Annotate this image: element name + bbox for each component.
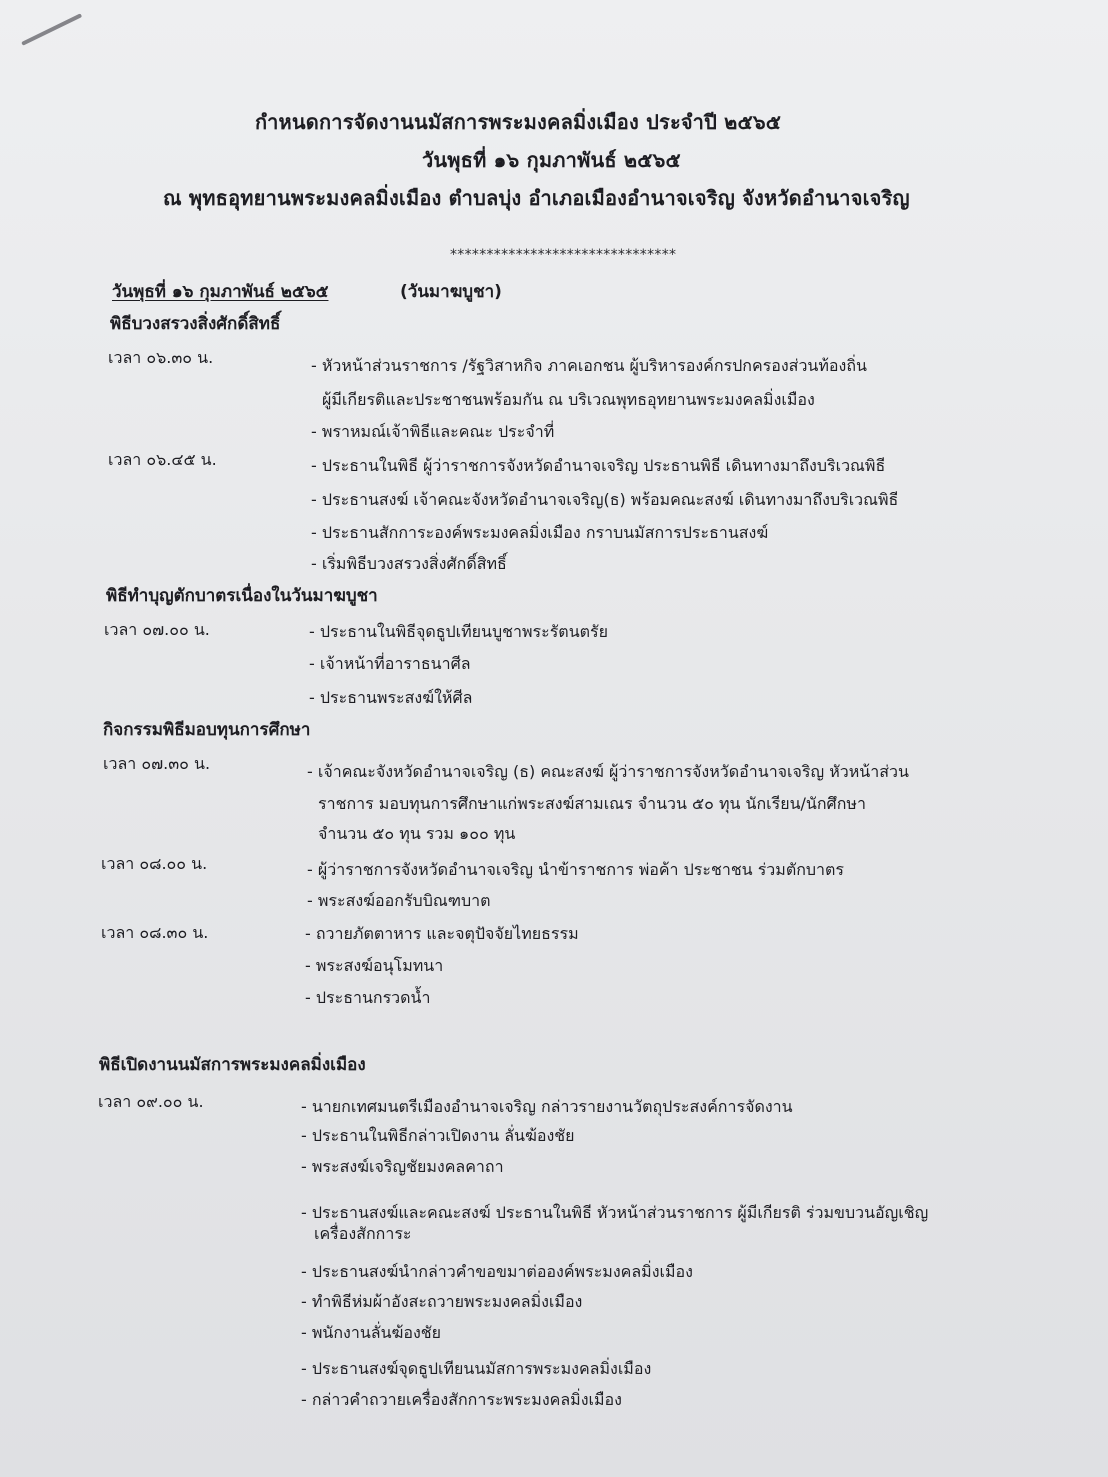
agenda-item: - ประธานสักการะองค์พระมงคลมิ่งเมือง กราบนมัสการประธานสงฆ์ xyxy=(311,523,769,542)
agenda-item: - ประธานพระสงฆ์ให้ศีล xyxy=(309,688,473,707)
agenda-item: - เจ้าหน้าที่อาราธนาศีล xyxy=(309,654,471,673)
agenda-item: - ประธานสงฆ์นำกล่าวคำขอขมาต่อองค์พระมงคลมิ่งเมือง xyxy=(301,1262,693,1281)
agenda-item: - ประธานสงฆ์จุดธูปเทียนนมัสการพระมงคลมิ่งเมือง xyxy=(301,1359,652,1378)
agenda-item: - กล่าวคำถวายเครื่องสักการะพระมงคลมิ่งเมือง xyxy=(301,1390,622,1409)
time-label: เวลา ๐๗.๓๐ น. xyxy=(103,754,211,773)
agenda-item: - ประธานสงฆ์และคณะสงฆ์ ประธานในพิธี หัวหน้าส่วนราชการ ผู้มีเกียรติ ร่วมขบวนอัญเชิญ xyxy=(301,1203,929,1222)
section-heading: พิธีเปิดงานนมัสการพระมงคลมิ่งเมือง xyxy=(99,1055,366,1075)
section-heading: กิจกรรมพิธีมอบทุนการศึกษา xyxy=(103,720,311,740)
section-heading: พิธีบวงสรวงสิ่งศักดิ์สิทธิ์ xyxy=(110,314,281,334)
title-line-1: กำหนดการจัดงานนมัสการพระมงคลมิ่งเมือง ประจำปี ๒๕๖๕ xyxy=(255,110,782,134)
agenda-item: - ประธานในพิธีจุดธูปเทียนบูชาพระรัตนตรัย xyxy=(309,622,608,641)
agenda-item: - ผู้ว่าราชการจังหวัดอำนาจเจริญ นำข้าราชการ พ่อค้า ประชาชน ร่วมตักบาตร xyxy=(307,860,845,879)
time-label: เวลา ๐๖.๔๕ น. xyxy=(108,450,217,469)
agenda-item: - พระสงฆ์อนุโมทนา xyxy=(305,956,444,975)
agenda-item: - ประธานสงฆ์ เจ้าคณะจังหวัดอำนาจเจริญ(ธ) พร้อมคณะสงฆ์ เดินทางมาถึงบริเวณพิธี xyxy=(311,490,899,509)
time-label: เวลา ๐๘.๓๐ น. xyxy=(101,923,209,942)
agenda-item: - ประธานในพิธี ผู้ว่าราชการจังหวัดอำนาจเจริญ ประธานพิธี เดินทางมาถึงบริเวณพิธี xyxy=(311,456,886,475)
agenda-item: ราชการ มอบทุนการศึกษาแก่พระสงฆ์สามเณร จำนวน ๕๐ ทุน นักเรียน/นักศึกษา xyxy=(318,794,866,813)
agenda-item: เครื่องสักการะ xyxy=(314,1224,412,1243)
agenda-item: - เจ้าคณะจังหวัดอำนาจเจริญ (ธ) คณะสงฆ์ ผู้ว่าราชการจังหวัดอำนาจเจริญ หัวหน้าส่วน xyxy=(307,762,909,781)
agenda-item: - ประธานกรวดน้ำ xyxy=(305,988,431,1007)
agenda-item: - นายกเทศมนตรีเมืองอำนาจเจริญ กล่าวรายงานวัตถุประสงค์การจัดงาน xyxy=(301,1097,793,1116)
time-label: เวลา ๐๗.๐๐ น. xyxy=(104,620,210,639)
agenda-item: - หัวหน้าส่วนราชการ /รัฐวิสาหกิจ ภาคเอกชน ผู้บริหารองค์กรปกครองส่วนท้องถิ่น xyxy=(311,356,867,375)
agenda-item: ผู้มีเกียรติและประชาชนพร้อมกัน ณ บริเวณพุทธอุทยานพระมงคลมิ่งเมือง xyxy=(322,390,815,409)
agenda-item: - พระสงฆ์ออกรับบิณฑบาต xyxy=(307,891,491,910)
agenda-item: - ประธานในพิธีกล่าวเปิดงาน ลั่นฆ้องชัย xyxy=(301,1126,575,1145)
time-label: เวลา ๐๖.๓๐ น. xyxy=(108,348,214,367)
pen-mark xyxy=(21,13,82,46)
date-heading: วันพุธที่ ๑๖ กุมภาพันธ์ ๒๕๖๕ xyxy=(112,282,329,302)
section-heading: พิธีทำบุญตักบาตรเนื่องในวันมาฆบูชา xyxy=(106,586,378,606)
time-label: เวลา ๐๘.๐๐ น. xyxy=(101,854,208,873)
title-line-2: วันพุธที่ ๑๖ กุมภาพันธ์ ๒๕๖๕ xyxy=(422,148,681,172)
agenda-item: - พนักงานลั่นฆ้องชัย xyxy=(301,1323,442,1342)
date-note: (วันมาฆบูชา) xyxy=(400,282,502,302)
title-line-3: ณ พุทธอุทยานพระมงคลมิ่งเมือง ตำบลบุ่ง อำเภอเมืองอำนาจเจริญ จังหวัดอำนาจเจริญ xyxy=(163,186,910,210)
agenda-item: - พราหมณ์เจ้าพิธีและคณะ ประจำที่ xyxy=(311,422,555,441)
agenda-item: - ทำพิธีห่มผ้าอังสะถวายพระมงคลมิ่งเมือง xyxy=(301,1292,583,1311)
separator-stars: ******************************* xyxy=(450,247,677,263)
agenda-item: - ถวายภัตตาหาร และจตุปัจจัยไทยธรรม xyxy=(305,924,579,943)
agenda-item: - เริ่มพิธีบวงสรวงสิ่งศักดิ์สิทธิ์ xyxy=(311,554,507,573)
agenda-item: - พระสงฆ์เจริญชัยมงคลคาถา xyxy=(301,1157,504,1176)
time-label: เวลา ๐๙.๐๐ น. xyxy=(98,1092,204,1111)
agenda-item: จำนวน ๕๐ ทุน รวม ๑๐๐ ทุน xyxy=(318,824,516,843)
